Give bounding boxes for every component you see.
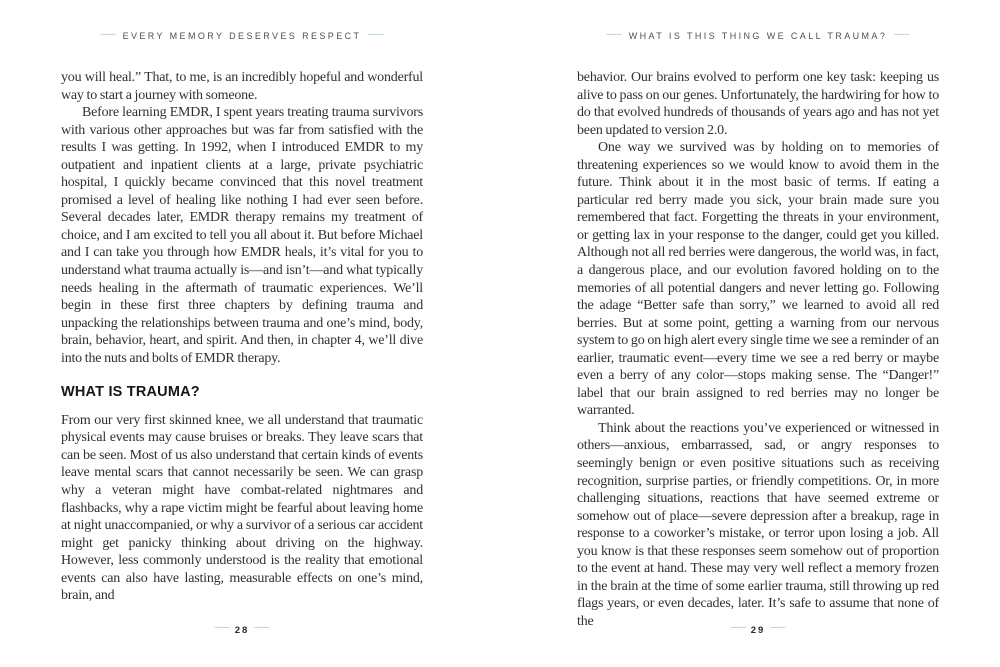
running-header — [517, 26, 999, 43]
page-body — [61, 69, 423, 605]
left-page — [61, 0, 423, 667]
header-dash-icon: — — [894, 26, 910, 42]
running-header-title: WHAT IS THIS THING WE CALL TRAUMA? — [628, 31, 888, 41]
folio-dash-icon: — — [770, 619, 786, 635]
folio-dash-icon: — — [214, 619, 230, 635]
page-body — [577, 69, 939, 631]
header-dash-icon: — — [606, 26, 622, 42]
page-number: 28 — [234, 625, 250, 636]
body-paragraph: behavior. Our brains evolved to perform one key task: keeping us alive to pass on our genes. Unfortunately, the hardwiring for how to do that evolved hundreds of thousands of years ago and has not yet been updated to version 2.0. — [577, 70, 939, 138]
header-dash-icon: — — [100, 26, 116, 42]
body-paragraph: Think about the reactions you’ve experienced or witnessed in others—anxious, embarrassed, sad, or angry responses to seemingly benign or even positive situations such as receiving recognition, surprise parties, or friendly competitions. Or, in more challenging situations, reactions that have seemed extreme or somehow out of place—severe depression after a breakup, rage in response to a coworker’s mistake, or terror upon losing a job. All you know is that these responses seem somehow out of proportion to the event at hand. These may very well reflect a memory frozen in the brain at the time of some earlier trauma, still throwing up red flags years, or even decades, later. It’s safe to assume that none of the — [577, 420, 939, 629]
body-paragraph: One way we survived was by holding on to memories of threatening experiences so we would know to avoid them in the future. Think about it in the most basic of terms. If eating a particular red berry made you sick, your brain made sure you remembered that fact. Forgetting the threats in your environment, or getting lax in your response to the danger, could get you killed. Although not all red berries were dangerous, the world was, in fact, a dangerous place, and our evolution favored holding on to the memories of all potential dangers and never letting go. Following the adage “Better safe than sorry,” we learned to avoid all red berries. But at some point, getting a warning from our nervous system to go on high alert every single time we see a reminder of an earlier, traumatic event—every time we see a red berry or maybe even a berry of any color—stops making sense. The “Danger!” label that our brain assigned to red berries may no longer be warranted. — [577, 140, 939, 419]
right-page — [577, 0, 939, 667]
body-paragraph: From our very first skinned knee, we all understand that traumatic physical events may cause bruises or breaks. They leave scars that can be seen. Most of us also understand that certain kinds of events leave mental scars that cannot necessarily be seen. We can grasp why a veteran might have combat-related nightmares and flashbacks, why a rape victim might be fearful about leaving home at night unaccompanied, or why a survivor of a serious car accident might get panicky thinking about driving on the highway. However, less commonly understood is the reality that emotional events can also have lasting, measurable effects on one’s mind, brain, and — [61, 412, 423, 604]
header-dash-icon: — — [368, 26, 384, 42]
running-header — [1, 26, 483, 43]
page-number-footer — [577, 619, 939, 636]
folio-dash-icon: — — [254, 619, 270, 635]
section-heading: WHAT IS TRAUMA? — [61, 384, 200, 401]
page-number-footer — [61, 619, 423, 636]
page-number: 29 — [750, 625, 766, 636]
folio-dash-icon: — — [730, 619, 746, 635]
running-header-title: EVERY MEMORY DESERVES RESPECT — [122, 31, 362, 41]
body-paragraph: Before learning EMDR, I spent years treating trauma survivors with various other approaches but was far from satisfied with the results I was getting. In 1992, when I introduced EMDR to my outpatient and inpatient clients at a large, private psychiatric hospital, I quickly became convinced that this novel treatment promised a level of healing like nothing I had ever seen before. Several decades later, EMDR therapy remains my treatment of choice, and I am excited to tell you all about it. But before Michael and I can take you through how EMDR heals, it’s vital for you to understand what trauma actually is—and isn’t—and what typically needs healing in the aftermath of traumatic experiences. We’ll begin in these first three chapters by defining trauma and unpacking the relationships between trauma and one’s mind, body, brain, behavior, heart, and spirit. And then, in chapter 4, we’ll dive into the nuts and bolts of EMDR therapy. — [61, 105, 423, 366]
body-paragraph: you will heal.” That, to me, is an incredibly hopeful and wonderful way to start a journey with someone. — [61, 70, 423, 103]
